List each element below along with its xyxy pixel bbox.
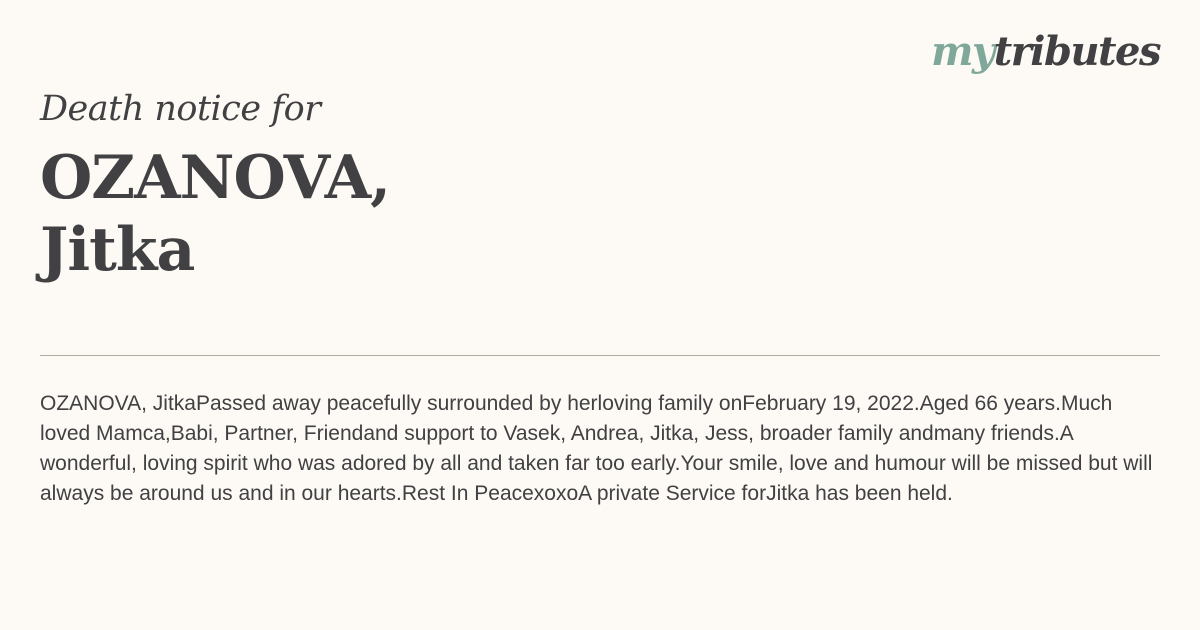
deceased-given-name: Jitka [40, 215, 195, 285]
mytributes-logo[interactable] [931, 28, 1160, 75]
notice-subtitle: Death notice for [40, 89, 321, 129]
logo-prefix: my [931, 28, 994, 75]
logo-suffix: tributes [993, 28, 1160, 75]
deceased-surname: OZANOVA, [40, 143, 391, 213]
divider [40, 355, 1160, 356]
deceased-name [40, 142, 390, 286]
notice-text: OZANOVA, JitkaPassed away peacefully surrounded by herloving family onFebruary 19, 2022.Aged 66 years.Much loved Mamca,Babi, Partner, Friendand support to Vasek, Andrea, Jitka, Jess, broader family andmany friends.A wonderful, loving spirit who was adored by all and taken far too early.Your smile, love and humour will be missed but will always be around us and in our hearts.Rest In PeacexoxoA private Service forJitka has been held. [40, 392, 1153, 505]
